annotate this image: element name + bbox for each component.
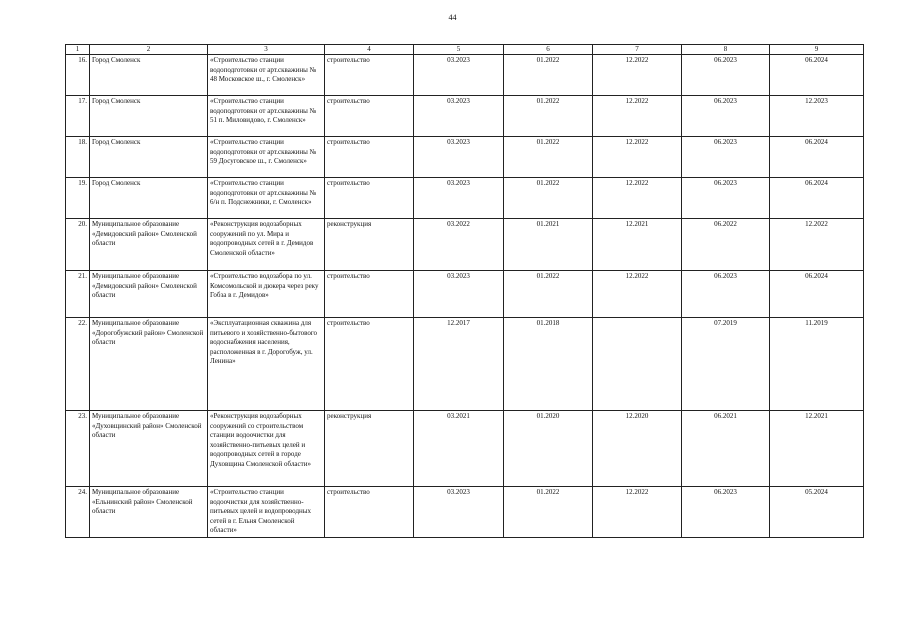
date-cell: 12.2017 bbox=[414, 318, 504, 411]
header-cell: 4 bbox=[325, 45, 414, 55]
date-cell: 01.2021 bbox=[504, 219, 593, 271]
date-cell: 06.2024 bbox=[770, 271, 864, 318]
date-cell: 01.2018 bbox=[504, 318, 593, 411]
date-cell: 05.2024 bbox=[770, 487, 864, 538]
date-cell: 12.2022 bbox=[593, 96, 682, 137]
table-row bbox=[66, 55, 864, 96]
date-cell: 01.2022 bbox=[504, 178, 593, 219]
date-cell: 01.2022 bbox=[504, 96, 593, 137]
projects-table bbox=[65, 44, 864, 538]
work-type-cell: строительство bbox=[325, 96, 414, 137]
header-row bbox=[66, 45, 864, 55]
municipality-cell: Город Смоленск bbox=[90, 178, 208, 219]
date-cell: 03.2023 bbox=[414, 96, 504, 137]
municipality-cell: Муниципальное образование «Ельнинский район» Смоленской области bbox=[90, 487, 208, 538]
table-row bbox=[66, 178, 864, 219]
table-row bbox=[66, 137, 864, 178]
date-cell: 06.2023 bbox=[682, 137, 770, 178]
date-cell: 11.2019 bbox=[770, 318, 864, 411]
header-cell: 5 bbox=[414, 45, 504, 55]
date-cell: 06.2024 bbox=[770, 178, 864, 219]
project-cell: «Строительство станции водоподготовки от арт.скважины № 51 п. Миловидово, г. Смоленск» bbox=[208, 96, 325, 137]
table-row bbox=[66, 411, 864, 487]
municipality-cell: Муниципальное образование «Демидовский район» Смоленской области bbox=[90, 271, 208, 318]
date-cell: 12.2022 bbox=[593, 487, 682, 538]
row-number: 23. bbox=[66, 411, 90, 487]
date-cell: 12.2022 bbox=[593, 271, 682, 318]
date-cell bbox=[593, 318, 682, 411]
row-number: 17. bbox=[66, 96, 90, 137]
row-number: 20. bbox=[66, 219, 90, 271]
date-cell: 12.2020 bbox=[593, 411, 682, 487]
row-number: 16. bbox=[66, 55, 90, 96]
row-number: 21. bbox=[66, 271, 90, 318]
page-number: 44 bbox=[448, 13, 457, 22]
date-cell: 01.2022 bbox=[504, 271, 593, 318]
work-type-cell: строительство bbox=[325, 55, 414, 96]
row-number: 24. bbox=[66, 487, 90, 538]
date-cell: 12.2021 bbox=[593, 219, 682, 271]
row-number: 18. bbox=[66, 137, 90, 178]
project-cell: «Строительство станции водоподготовки от арт.скважины № 6/н п. Подснежники, г. Смоленск» bbox=[208, 178, 325, 219]
work-type-cell: строительство bbox=[325, 178, 414, 219]
date-cell: 07.2019 bbox=[682, 318, 770, 411]
row-number: 19. bbox=[66, 178, 90, 219]
project-cell: «Строительство станции водоподготовки от арт.скважины № 59 Досуговское ш., г. Смоленск» bbox=[208, 137, 325, 178]
date-cell: 01.2020 bbox=[504, 411, 593, 487]
date-cell: 06.2021 bbox=[682, 411, 770, 487]
date-cell: 06.2024 bbox=[770, 137, 864, 178]
work-type-cell: строительство bbox=[325, 271, 414, 318]
date-cell: 03.2023 bbox=[414, 55, 504, 96]
project-cell: «Строительство водозабора по ул. Комсомольской и дюкера через реку Гобза в г. Демидов» bbox=[208, 271, 325, 318]
row-number: 22. bbox=[66, 318, 90, 411]
date-cell: 03.2023 bbox=[414, 271, 504, 318]
date-cell: 03.2023 bbox=[414, 487, 504, 538]
project-cell: «Эксплуатационная скважина для питьевого и хозяйственно-бытового водоснабжения населения, расположенная в г. Дорогобуж, ул. Ленина» bbox=[208, 318, 325, 411]
header-cell: 7 bbox=[593, 45, 682, 55]
project-cell: «Строительство станции водоочистки для хозяйственно-питьевых целей и водопроводных сетей в г. Ельня Смоленской области» bbox=[208, 487, 325, 538]
work-type-cell: строительство bbox=[325, 137, 414, 178]
date-cell: 06.2024 bbox=[770, 55, 864, 96]
municipality-cell: Город Смоленск bbox=[90, 55, 208, 96]
date-cell: 06.2023 bbox=[682, 487, 770, 538]
date-cell: 06.2023 bbox=[682, 178, 770, 219]
header-cell: 2 bbox=[90, 45, 208, 55]
date-cell: 03.2022 bbox=[414, 219, 504, 271]
date-cell: 03.2023 bbox=[414, 137, 504, 178]
table-row bbox=[66, 318, 864, 411]
municipality-cell: Город Смоленск bbox=[90, 137, 208, 178]
work-type-cell: строительство bbox=[325, 487, 414, 538]
date-cell: 12.2022 bbox=[593, 178, 682, 219]
project-cell: «Строительство станции водоподготовки от арт.скважины № 48 Московское ш., г. Смоленск» bbox=[208, 55, 325, 96]
date-cell: 03.2023 bbox=[414, 178, 504, 219]
date-cell: 06.2023 bbox=[682, 271, 770, 318]
project-cell: «Реконструкция водозаборных сооружений со строительством станции водоочистки для хозяйственно-питьевых целей и водопроводных сетей в городе Духовщина Смоленской области» bbox=[208, 411, 325, 487]
header-cell: 3 bbox=[208, 45, 325, 55]
date-cell: 12.2022 bbox=[593, 55, 682, 96]
date-cell: 01.2022 bbox=[504, 137, 593, 178]
date-cell: 12.2023 bbox=[770, 96, 864, 137]
work-type-cell: строительство bbox=[325, 318, 414, 411]
header-cell: 6 bbox=[504, 45, 593, 55]
table-row bbox=[66, 96, 864, 137]
date-cell: 06.2022 bbox=[682, 219, 770, 271]
date-cell: 06.2023 bbox=[682, 96, 770, 137]
date-cell: 12.2022 bbox=[770, 219, 864, 271]
header-cell: 1 bbox=[66, 45, 90, 55]
date-cell: 03.2021 bbox=[414, 411, 504, 487]
table-row bbox=[66, 219, 864, 271]
municipality-cell: Муниципальное образование «Демидовский район» Смоленской области bbox=[90, 219, 208, 271]
work-type-cell: реконструкция bbox=[325, 219, 414, 271]
municipality-cell: Город Смоленск bbox=[90, 96, 208, 137]
municipality-cell: Муниципальное образование «Духовщинский район» Смоленской области bbox=[90, 411, 208, 487]
date-cell: 06.2023 bbox=[682, 55, 770, 96]
table-row bbox=[66, 271, 864, 318]
header-cell: 9 bbox=[770, 45, 864, 55]
date-cell: 01.2022 bbox=[504, 55, 593, 96]
table-row bbox=[66, 487, 864, 538]
work-type-cell: реконструкция bbox=[325, 411, 414, 487]
header-cell: 8 bbox=[682, 45, 770, 55]
date-cell: 01.2022 bbox=[504, 487, 593, 538]
date-cell: 12.2022 bbox=[593, 137, 682, 178]
project-cell: «Реконструкция водозаборных сооружений по ул. Мира и водопроводных сетей в г. Демидов Смоленской области» bbox=[208, 219, 325, 271]
date-cell: 12.2021 bbox=[770, 411, 864, 487]
municipality-cell: Муниципальное образование «Дорогобужский район» Смоленской области bbox=[90, 318, 208, 411]
